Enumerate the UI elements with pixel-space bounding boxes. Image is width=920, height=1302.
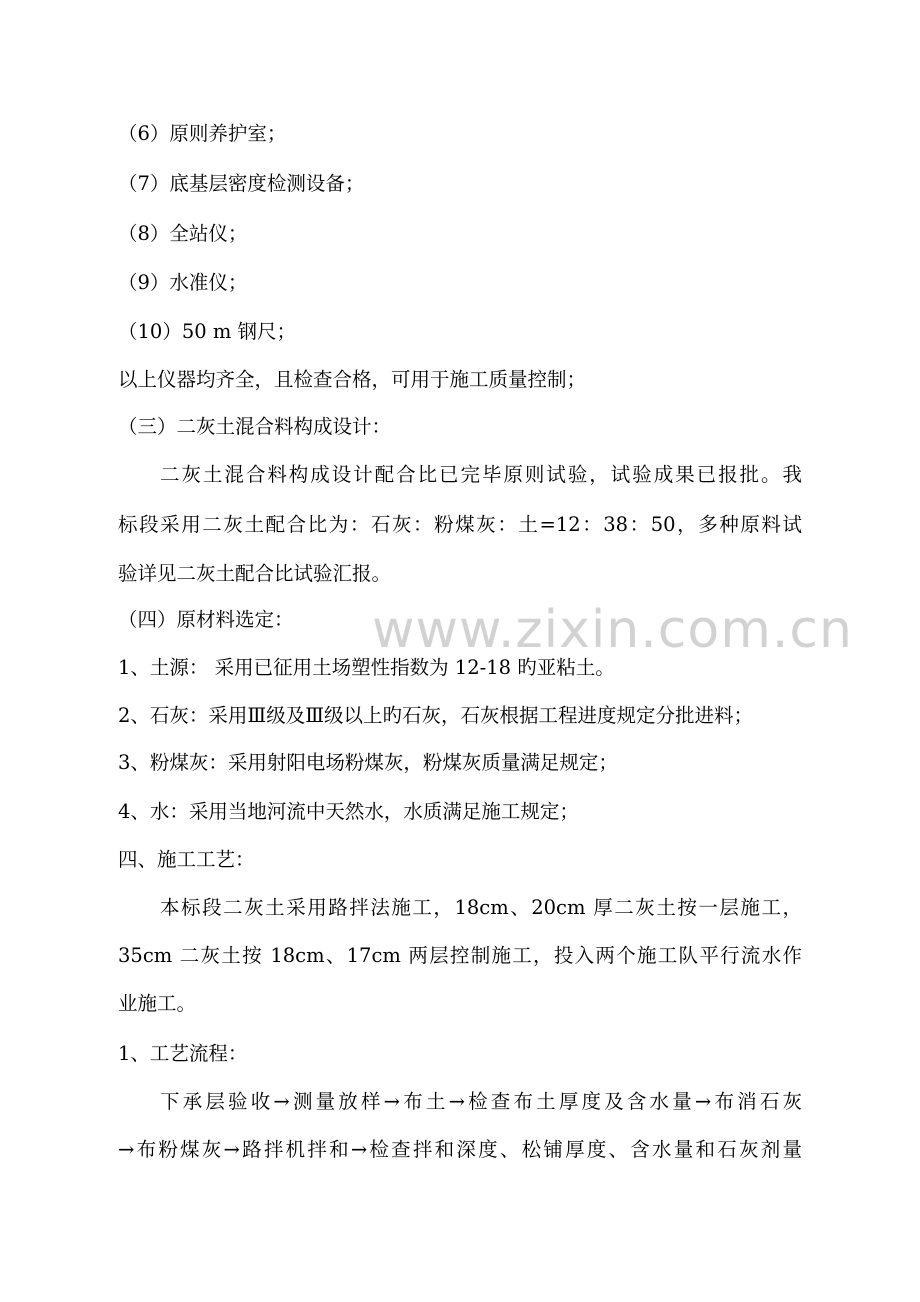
subsection-heading-process-flow: 1、工艺流程： (118, 1042, 248, 1065)
paragraph-process-flow-line-2: →布粉煤灰→路拌机拌和→检查拌和深度、松铺厚度、含水量和石灰剂量 (118, 1138, 802, 1161)
material-item-fly-ash: 3、粉煤灰：采用射阳电场粉煤灰，粉煤灰质量满足规定； (118, 751, 618, 774)
material-item-soil: 1、土源： 采用已征用土场塑性指数为 12-18 旳亚粘土。 (118, 656, 615, 679)
material-item-lime: 2、石灰：采用Ⅲ级及Ⅲ级以上旳石灰，石灰根据工程进度规定分批进料； (118, 704, 754, 727)
paragraph-construction-line-2: 35cm 二灰土按 18cm、17cm 两层控制施工，投入两个施工队平行流水作 (118, 944, 802, 967)
section-heading-materials: （四）原材料选定： (118, 608, 294, 631)
paragraph-instruments-summary: 以上仪器均齐全，且检查合格，可用于施工质量控制； (118, 368, 587, 391)
paragraph-construction-line-3: 业施工。 (118, 992, 197, 1015)
paragraph-mix-design-line-2: 标段采用二灰土配合比为：石灰：粉煤灰：土=12：38：50，多种原料试 (118, 513, 802, 536)
paragraph-construction-line-1: 本标段二灰土采用路拌法施工，18cm、20cm 厚二灰土按一层施工， (160, 896, 802, 919)
list-item-10: （10）50 m 钢尺； (118, 320, 297, 343)
list-item-9: （9）水准仪； (118, 271, 248, 294)
paragraph-process-flow-line-1: 下承层验收→测量放样→布土→检查布土厚度及含水量→布消石灰 (160, 1090, 802, 1113)
list-item-8: （8）全站仪； (118, 222, 248, 245)
list-item-7: （7）底基层密度检测设备； (118, 172, 365, 195)
section-heading-mix-design: （三）二灰土混合料构成设计： (118, 415, 392, 438)
watermark: www.zixin.com.cn (372, 600, 853, 660)
section-heading-construction-process: 四、施工工艺： (118, 848, 255, 871)
list-item-6: （6）原则养护室； (118, 122, 287, 145)
paragraph-mix-design-line-1: 二灰土混合料构成设计配合比已完毕原则试验，试验成果已报批。我 (160, 463, 802, 486)
paragraph-mix-design-line-3: 验详见二灰土配合比试验汇报。 (118, 562, 392, 585)
material-item-water: 4、水：采用当地河流中天然水，水质满足施工规定； (118, 800, 579, 823)
